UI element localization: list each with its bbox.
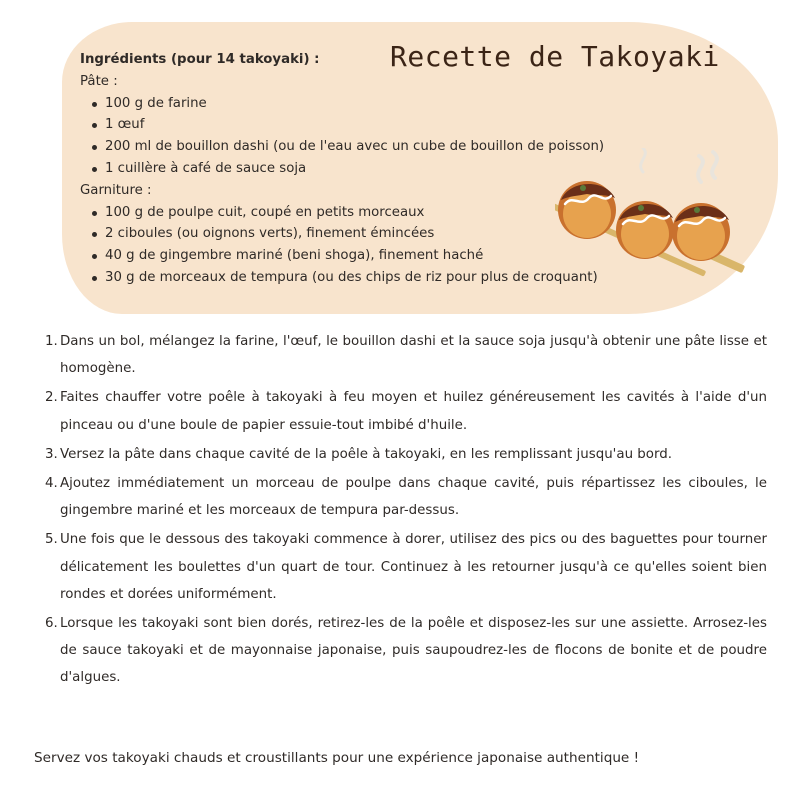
list-item (45, 610, 767, 692)
step-text: Versez la pâte dans chaque cavité de la poêle à takoyaki, en les remplissant jusqu'au bord. (60, 446, 673, 462)
step-text: Faites chauffer votre poêle à takoyaki à feu moyen et huilez généreusement les cavités à l'aide d'un pinceau ou d'une boule de papier essuie-tout imbibé d'huile. (60, 390, 767, 433)
step-number: 4. (45, 476, 58, 492)
list-item (45, 328, 767, 382)
step-text: Ajoutez immédiatement un morceau de poulpe dans chaque cavité, puis répartissez les ciboules, le gingembre mariné et les morceaux de tempura par-dessus. (60, 476, 767, 519)
step-number: 3. (45, 446, 58, 462)
list-item: 1 cuillère à café de sauce soja (105, 158, 680, 180)
list-item: 200 ml de bouillon dashi (ou de l'eau avec un cube de bouillon de poisson) (105, 136, 680, 158)
ingredients-heading: Ingrédients (pour 14 takoyaki) : (80, 52, 320, 67)
recipe-title: Recette de Takoyaki (390, 40, 720, 73)
takoyaki-skewer-icon (555, 148, 770, 283)
step-number: 2. (45, 390, 58, 406)
step-number: 6. (45, 616, 58, 632)
step-text: Lorsque les takoyaki sont bien dorés, retirez-les de la poêle et disposez-les sur une assiette. Arrosez-les de sauce takoyaki et de mayonnaise japonaise, puis saupoudrez-les de flocons de bonite et de poudre d'algues. (60, 616, 767, 686)
steps-list (45, 328, 767, 694)
list-item: 100 g de poulpe cuit, coupé en petits morceaux (105, 202, 680, 224)
list-item (45, 441, 767, 468)
pate-label: Pâte : (80, 73, 118, 89)
list-item: 40 g de gingembre mariné (beni shoga), finement haché (105, 245, 680, 267)
step-number: 5. (45, 532, 58, 548)
list-item: 1 œuf (105, 114, 680, 136)
garniture-label: Garniture : (80, 182, 152, 198)
list-item: 2 ciboules (ou oignons verts), finement émincées (105, 223, 680, 245)
list-item: 30 g de morceaux de tempura (ou des chips de riz pour plus de croquant) (105, 267, 680, 289)
list-item (45, 526, 767, 608)
list-item: 100 g de farine (105, 93, 680, 115)
step-number: 1. (45, 334, 58, 349)
step-text: Une fois que le dessous des takoyaki commence à dorer, utilisez des pics ou des baguettes pour tourner délicatement les boulettes d'un quart de tour. Continuez à les retourner jusqu'à ce qu'elles soient bien rondes et dorées uniformément. (60, 532, 767, 602)
footer-note: Servez vos takoyaki chauds et croustillants pour une expérience japonaise authentique ! (34, 750, 640, 766)
list-item (45, 384, 767, 438)
step-text: Dans un bol, mélangez la farine, l'œuf, le bouillon dashi et la sauce soja jusqu'à obtenir une pâte lisse et homogène. (60, 334, 767, 377)
list-item (45, 470, 767, 524)
